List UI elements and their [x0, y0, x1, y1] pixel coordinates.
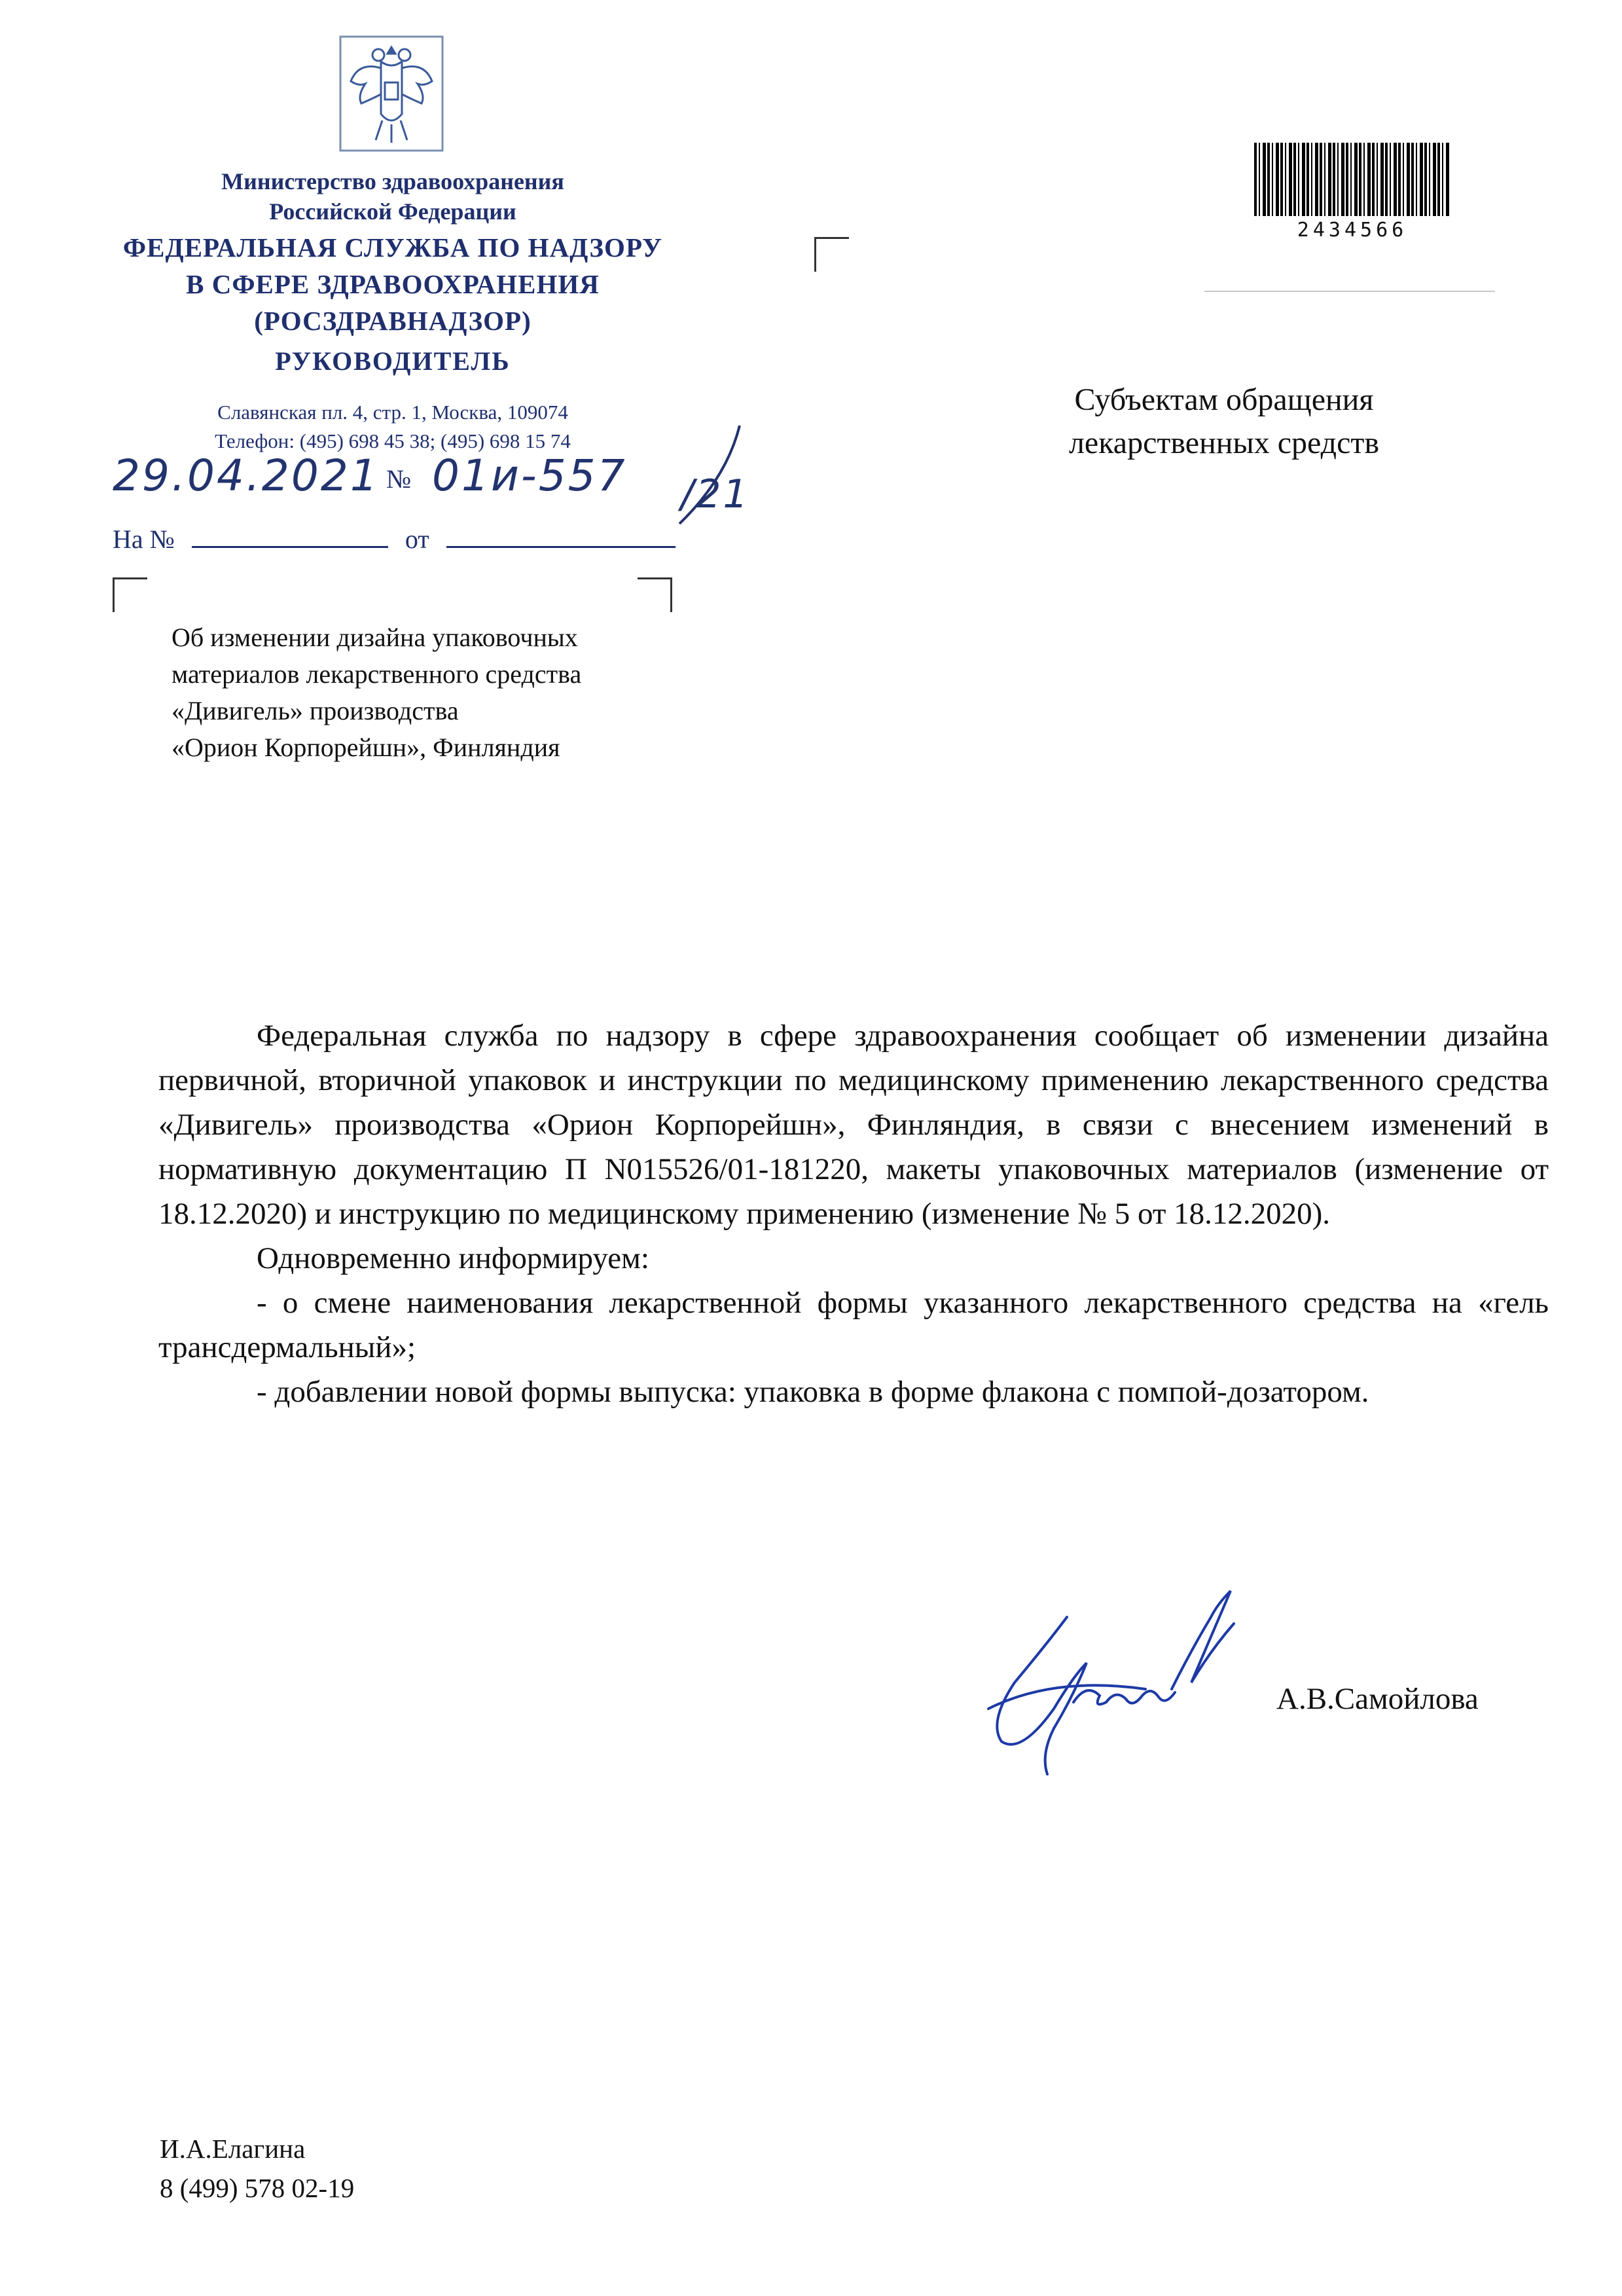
address: Славянская пл. 4, стр. 1, Москва, 109074	[217, 401, 568, 424]
executor-name: И.А.Елагина	[160, 2134, 306, 2164]
subject-line-3: «Дивигель» производства	[171, 696, 459, 725]
corner-bracket	[638, 577, 672, 612]
ref-line	[113, 524, 682, 555]
body-paragraph-2: Одновременно информируем:	[257, 1241, 649, 1275]
ref-blank	[192, 546, 388, 548]
ministry-line-2: Российской Федерации	[269, 198, 516, 225]
from-label: от	[405, 524, 429, 554]
subject-line-1: Об изменении дизайна упаковочных	[171, 623, 578, 652]
addressee-line-1: Субъектам обращения	[1074, 382, 1374, 417]
body-paragraph-3: - о смене наименования лекарственной формы указанного лекарственного средства на «гель трансдермальный»;	[158, 1286, 1549, 1364]
number-sign: №	[386, 464, 412, 494]
ministry-name	[98, 166, 687, 227]
addressee	[995, 378, 1453, 465]
from-blank	[446, 546, 676, 548]
barcode-bars	[1254, 143, 1451, 216]
divider	[1204, 291, 1495, 292]
service-line-2: В СФЕРЕ ЗДРАВООХРАНЕНИЯ	[186, 269, 600, 299]
executor-phone: 8 (499) 578 02-19	[160, 2173, 355, 2203]
addressee-line-2: лекарственных средств	[1068, 426, 1380, 460]
body-paragraph-1: Федеральная служба по надзору в сфере здравоохранения сообщает об изменении дизайна первичной, вторичной упаковок и инструкции по медицинскому применению лекарственного средства «Дивигель» производства «Орион Корпорейшн», Финляндия, в связи с внесением изменений в нормативную документацию П N015526/01-181220, макеты упаковочных материалов (изменение от 18.12.2020) и инструкцию по медицинскому применению (изменение № 5 от 18.12.2020).	[158, 1019, 1549, 1231]
ref-label: На №	[113, 524, 175, 554]
signer-name: А.В.Самойлова	[1276, 1682, 1479, 1716]
executor	[160, 2129, 354, 2208]
letter-body	[158, 1013, 1549, 1414]
handwritten-number: 01и-557	[432, 450, 627, 501]
handwritten-date: 29.04.2021	[113, 450, 380, 501]
service-line-3: (РОСЗДРАВНАДЗОР)	[254, 306, 532, 336]
corner-bracket	[814, 237, 849, 272]
handwritten-number-suffix: /21	[681, 471, 750, 517]
contact-block	[98, 398, 687, 456]
service-name	[98, 229, 687, 339]
subject-line-4: «Орион Корпорейшн», Финляндия	[171, 733, 560, 762]
corner-bracket	[113, 577, 147, 612]
barcode-number: 2434566	[1297, 219, 1408, 242]
subject	[171, 619, 581, 766]
head-title: РУКОВОДИТЕЛЬ	[275, 346, 511, 376]
slash-stroke	[674, 419, 746, 530]
service-line-1: ФЕДЕРАЛЬНАЯ СЛУЖБА ПО НАДЗОРУ	[122, 232, 663, 263]
barcode	[1254, 143, 1451, 242]
subject-line-2: материалов лекарственного средства	[171, 659, 582, 689]
emblem-icon	[339, 35, 444, 152]
phone: Телефон: (495) 698 45 38; (495) 698 15 74	[215, 429, 571, 452]
body-paragraph-4: - добавлении новой формы выпуска: упаковка в форме флакона с помпой-дозатором.	[257, 1375, 1369, 1409]
ministry-line-1: Министерство здравоохранения	[221, 168, 564, 194]
handwritten-signature	[975, 1578, 1303, 1787]
